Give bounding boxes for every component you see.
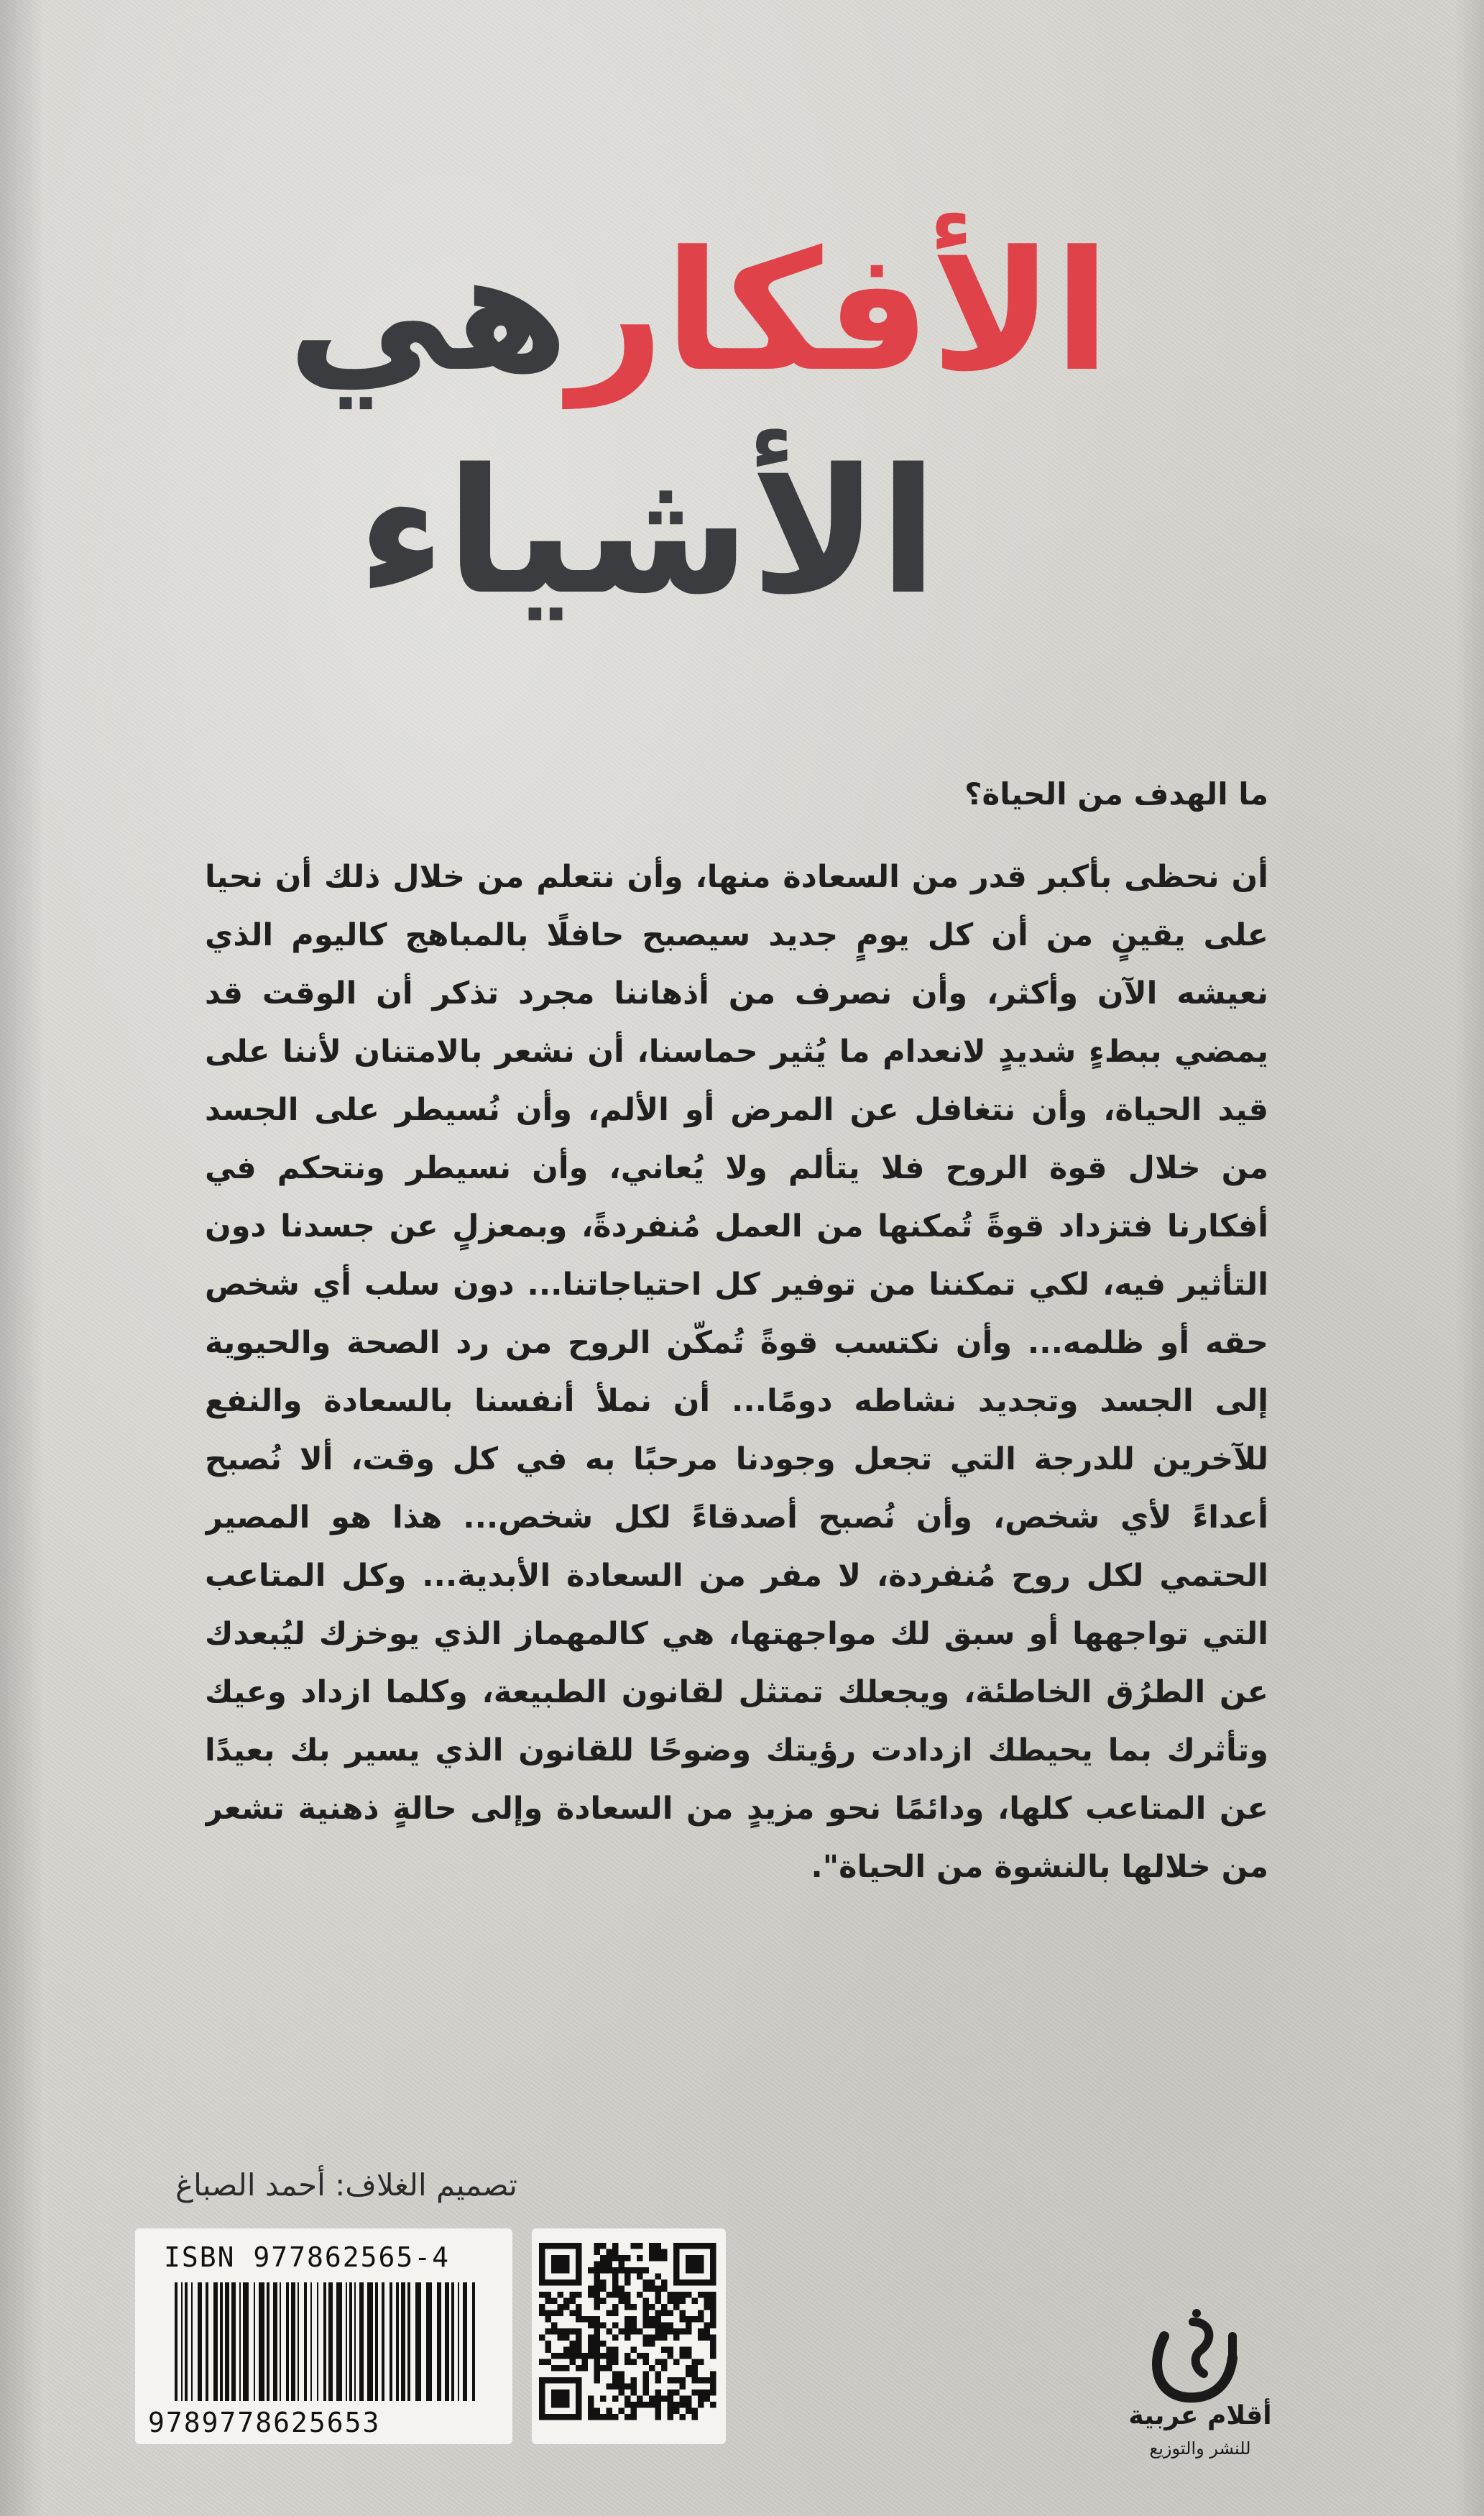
isbn-label: ISBN 977862565-4 xyxy=(164,2241,451,2273)
ean-digits: 9789778625653 xyxy=(148,2407,381,2438)
qr-code-icon xyxy=(539,2243,719,2430)
blurb-question: ما الهدف من الحياة؟ xyxy=(964,776,1268,812)
title-word-things: الأشياء xyxy=(357,431,938,633)
isbn-barcode xyxy=(135,2228,512,2444)
barcode-bars xyxy=(175,2282,476,2405)
qr-code xyxy=(532,2228,726,2444)
spine-shadow xyxy=(0,0,43,2516)
cover-design-credit: تصميم الغلاف: أحمد الصباغ xyxy=(175,2167,517,2203)
edge-shadow xyxy=(1455,0,1484,2516)
publisher-tagline: للنشر والتوزيع xyxy=(1149,2438,1251,2458)
title-line-1 xyxy=(287,216,1110,408)
title-line-2 xyxy=(357,431,938,633)
title-word-ideas: الأفكار xyxy=(568,216,1110,408)
title-word-are: هي xyxy=(287,216,569,408)
publisher-name: أقلام عربية xyxy=(1128,2401,1272,2430)
blurb-body: أن نحظى بأكبر قدر من السعادة منها، وأن نتعلم من خلال ذلك أن نحيا على يقينٍ من أن كل يومٍ جديد سيصبح حافلًا بالمباهج كاليوم الذي نعيشه الآن وأكثر، وأن نصرف من أذهاننا مجرد تذكر أن الوقت قد يمضي ببطءٍ شديدٍ لانعدام ما يُثير حماسنا، أن نشعر بالامتنان لأننا على قيد الحياة، وأن نتغافل عن المرض أو الألم، وأن نُسيطر على الجسد من خلال قوة الروح فلا يتألم ولا يُعاني، وأن نسيطر ونتحكم في أفكارنا فتزداد قوةً تُمكنها من العمل مُنفردةً، وبمعزلٍ عن جسدنا دون التأثير فيه، لكي تمكننا من توفير كل احتياجاتنا... دون سلب أي شخص حقه أو ظلمه... وأن نكتسب قوةً تُمكّن الروح من رد الصحة والحيوية إلى الجسد وتجديد نشاطه دومًا... أن نملأ أنفسنا بالسعادة والنفع للآخرين للدرجة التي تجعل وجودنا مرحبًا به في كل وقت، ألا نُصبح أعداءً لأي شخص، وأن نُصبح أصدقاءً لكل شخص... هذا هو المصير الحتمي لكل روح مُنفردة، لا مفر من السعادة الأبدية... وكل المتاعب التي تواجهها أو سبق لك مواجهتها، هي كالمهماز الذي يوخزك ليُبعدك عن الطرُق الخاطئة، ويجعلك تمتثل لقانون الطبيعة، وكلما ازداد وعيك وتأثرك بما يحيطك ازدادت رؤيتك وضوحًا للقانون الذي يسير بك بعيدًا عن المتاعب كلها، ودائمًا نحو مزيدٍ من السعادة وإلى حالةٍ ذهنية تشعر من خلالها بالنشوة من الحياة". xyxy=(205,859,1268,1885)
